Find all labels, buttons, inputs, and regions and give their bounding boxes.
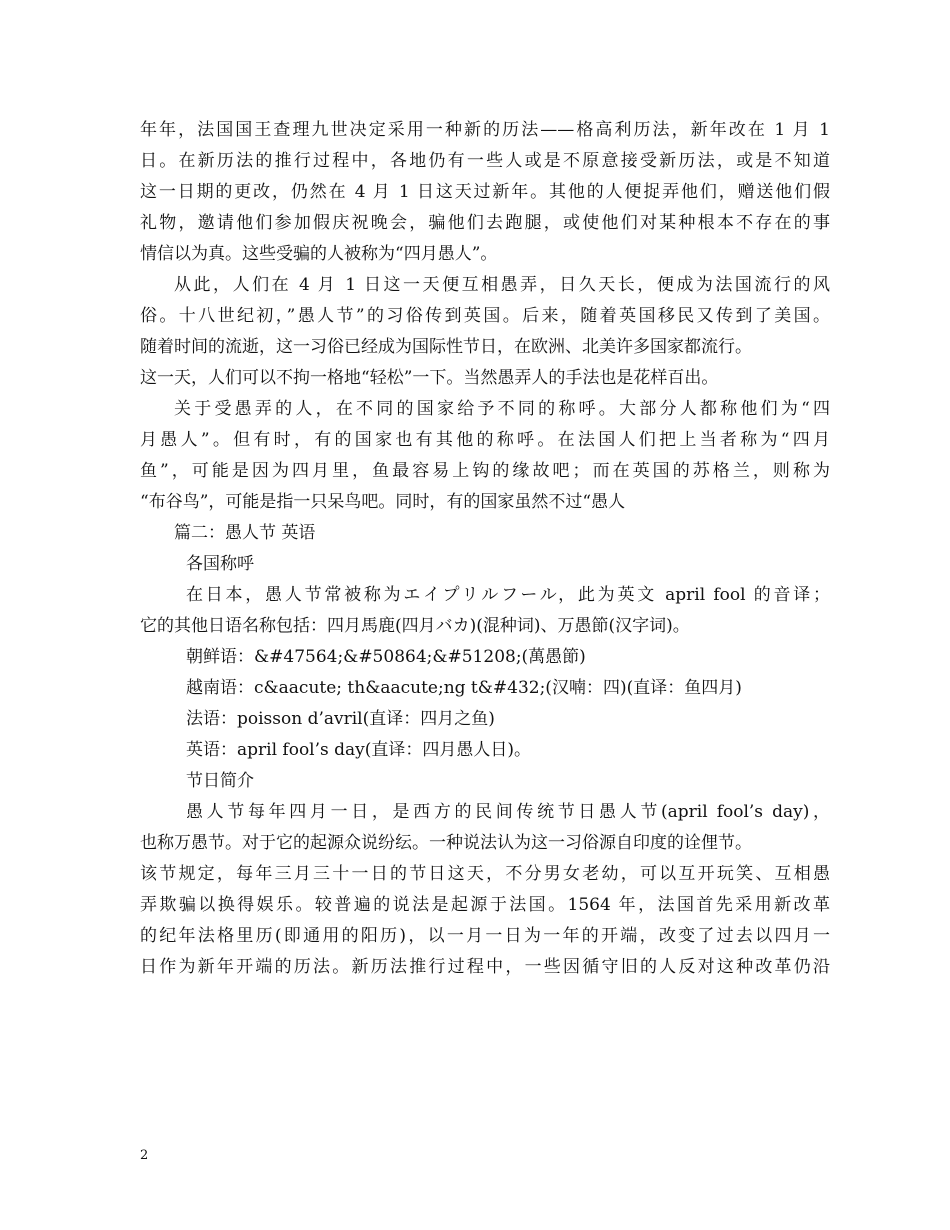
subsection-heading: 各国称呼 [186,554,254,574]
text-line: 这一天，人们可以不拘一格地“轻松”一下。当然愚弄人的手法也是花样百出。 [140,368,719,388]
text-line: 礼物，邀请他们参加假庆祝晚会，骗他们去跑腿，或使他们对某种根本不存在的事 [140,213,830,233]
page-number: 2 [140,1148,149,1163]
list-item: 英语：april fool’s day(直译：四月愚人日)。 [186,740,532,760]
list-item: 朝鲜语：&#47564;&#50864;&#51208;(萬愚節) [186,647,586,667]
text-line: 随着时间的流逝，这一习俗已经成为国际性节日，在欧洲、北美许多国家都流行。 [140,337,752,357]
text-line: 鱼”，可能是因为四月里，鱼最容易上钩的缘故吧；而在英国的苏格兰，则称为 [140,461,830,481]
text-line: 日作为新年开端的历法。新历法推行过程中，一些因循守旧的人反对这种改革仍沿 [140,957,830,977]
document-body [140,115,830,983]
text-line: 弄欺骗以换得娱乐。较普遍的说法是起源于法国。1564 年，法国首先采用新改革 [140,895,830,915]
text-line: 俗。十八世纪初，”愚人节”的习俗传到英国。后来，随着英国移民又传到了美国。 [140,306,830,326]
text-line: “布谷鸟”，可能是指一只呆鸟吧。同时，有的国家虽然不过“愚人 [140,492,626,512]
text-line: 日。在新历法的推行过程中，各地仍有一些人或是不原意接受新历法，或是不知道 [140,151,830,171]
paragraph-first-line: 在日本，愚人节常被称为エイプリルフール，此为英文 april fool 的音译； [186,585,830,605]
text-line: 也称万愚节。对于它的起源众说纷纭。一种说法认为这一习俗源自印度的诠俚节。 [140,833,752,853]
text-line: 月愚人”。但有时，有的国家也有其他的称呼。在法国人们把上当者称为“四月 [140,430,830,450]
text-line: 的纪年法格里历(即通用的阳历)，以一月一日为一年的开端，改变了过去以四月一 [140,926,830,946]
text-line: 年年，法国国王查理九世决定采用一种新的历法——格高利历法，新年改在 1 月 1 [140,120,830,140]
subsection-heading: 节日简介 [186,771,254,791]
section-heading: 篇二：愚人节 英语 [174,523,316,543]
paragraph-first-line: 从此，人们在 4 月 1 日这一天便互相愚弄，日久天长，便成为法国流行的风 [174,275,830,295]
text-line: 这一日期的更改，仍然在 4 月 1 日这天过新年。其他的人便捉弄他们，赠送他们假 [140,182,830,202]
text-line: 情信以为真。这些受骗的人被称为“四月愚人”。 [140,244,498,264]
list-item: 法语：poisson d’avril(直译：四月之鱼) [186,709,495,729]
list-item: 越南语：c&aacute; th&aacute;ng t&#432;(汉喃：四)(直译：鱼四月) [186,678,742,698]
text-line: 该节规定，每年三月三十一日的节日这天，不分男女老幼，可以互开玩笑、互相愚 [140,864,830,884]
text-line: 它的其他日语名称包括：四月馬鹿(四月バカ)(混种词)、万愚節(汉字词)。 [140,616,690,636]
paragraph-first-line: 愚人节每年四月一日，是西方的民间传统节日愚人节(april fool’s day)， [186,802,830,822]
paragraph-first-line: 关于受愚弄的人，在不同的国家给予不同的称呼。大部分人都称他们为“四 [174,399,830,419]
